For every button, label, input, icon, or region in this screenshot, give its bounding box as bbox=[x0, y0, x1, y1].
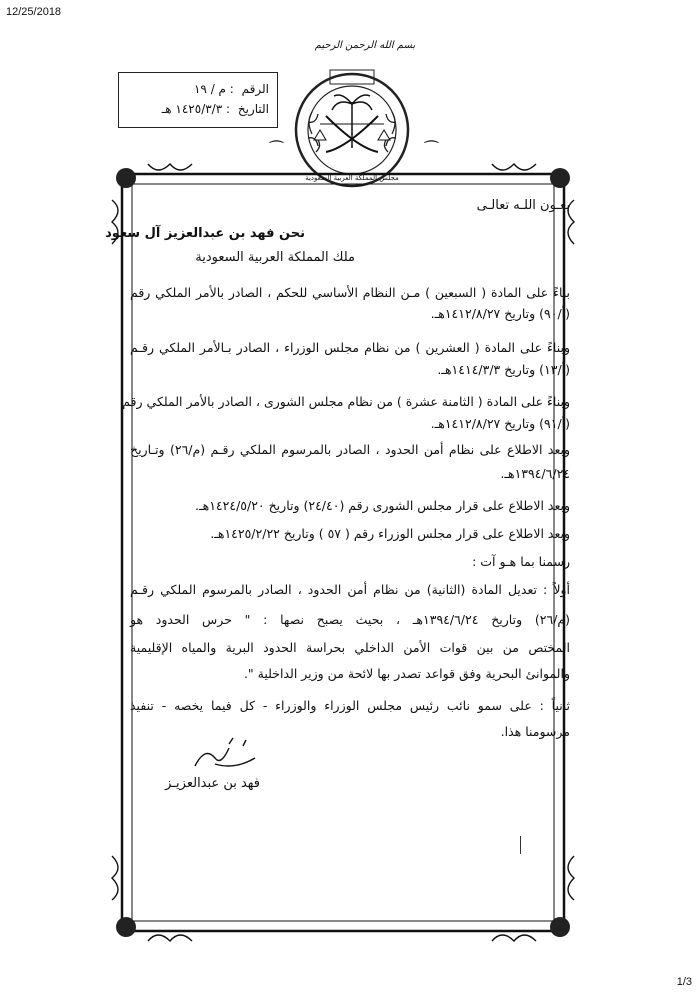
body-line-7: وبعد الاطلاع على نظام أمن الحدود ، الصادر بالمرسوم الملكي رقـم (م/٢٦) وتـاريخ bbox=[130, 442, 571, 457]
body-line-13: (م/٢٦) وتاريخ ١٣٩٤/٦/٢٤هـ ، بحيث يصبح نصها : " حرس الحدود هو bbox=[130, 612, 570, 627]
top-right-ornament-icon: ⁀ bbox=[425, 140, 438, 159]
body-line-2: (أ/٩٠) وتاريخ ١٤١٢/٨/٢٧هـ. bbox=[430, 306, 570, 321]
body-line-12: أولاً : تعديل المادة (الثانية) من نظام أمن الحدود ، الصادر بالمرسوم الملكي رقـم bbox=[130, 582, 570, 597]
body-line-1: بناءً على المادة ( السبعين ) مـن النظام الأساسي للحكم ، الصادر بالأمر الملكي رقم bbox=[130, 285, 570, 300]
body-line-3: وبناءً على المادة ( العشرين ) من نظام مجلس الوزراء ، الصادر بـالأمر الملكي رقـم bbox=[130, 340, 570, 355]
body-line-5: وبناءً على المادة ( الثامنة عشرة ) من نظام مجلس الشورى ، الصادر بالأمر الملكي رقم bbox=[122, 394, 570, 409]
king-title: ملك المملكة العربية السعودية bbox=[195, 250, 355, 265]
body-line-9: وبعد الاطلاع على قرار مجلس الشورى رقم (٢٤/٤٠) وتاريخ ١٤٢٤/٥/٢٠هـ. bbox=[194, 498, 570, 513]
invocation: بعـون اللـه تعالـى bbox=[476, 198, 570, 213]
margin-mark bbox=[520, 836, 521, 854]
reference-number-row: الرقم : م / ١٩ bbox=[193, 82, 269, 96]
body-line-8: ١٣٩٤/٦/٢٤هـ. bbox=[500, 466, 570, 481]
signatory-name: فهد بن عبدالعزيـز bbox=[165, 776, 260, 791]
body-line-14: المختص من بين قوات الأمن الداخلي بحراسة الحدود البرية والمياه الإقليمية bbox=[130, 640, 570, 655]
reference-box bbox=[118, 72, 278, 128]
top-left-ornament-icon: ⁀ bbox=[270, 140, 283, 159]
body-line-11: رسمنا بما هـو آت : bbox=[472, 554, 570, 569]
body-line-6: (أ/٩١) وتاريخ ١٤١٢/٨/٢٧هـ. bbox=[430, 416, 570, 431]
body-line-16: ثانياً : على سمو نائب رئيس مجلس الوزراء والوزراء - كل فيما يخصه - تنفيذ bbox=[130, 698, 570, 713]
sender-line: نحن فهد بن عبدالعزيز آل سعود bbox=[105, 226, 305, 241]
emblem-ring-text: مجلس المملكة العربية السعودية bbox=[305, 174, 399, 182]
basmala-calligraphy: بسم الله الرحمن الرحيم bbox=[314, 40, 416, 51]
body-line-15: والموانئ البحرية وفق قواعد تصدر بها لائحة من وزير الداخلية ". bbox=[243, 666, 570, 681]
reference-number-value: م / ١٩ bbox=[193, 82, 226, 96]
body-line-10: وبعد الاطلاع على قرار مجلس الوزراء رقم ( ٥٧ ) وتاريخ ١٤٢٥/٢/٢٢هـ. bbox=[210, 526, 570, 541]
reference-date-row: التاريخ : ١٤٢٥/٣/٣ هـ bbox=[161, 102, 269, 116]
reference-date-label: التاريخ bbox=[237, 102, 269, 116]
page-number: 1/3 bbox=[676, 976, 692, 988]
print-date: 12/25/2018 bbox=[6, 6, 62, 18]
body-line-17: مرسومنا هذا. bbox=[500, 724, 570, 739]
ornamental-border bbox=[108, 160, 578, 945]
reference-number-label: الرقم bbox=[241, 82, 269, 96]
body-line-4: (أ/١٣) وتاريخ ١٤١٤/٣/٣هـ. bbox=[437, 362, 570, 377]
reference-date-value: ١٤٢٥/٣/٣ هـ bbox=[161, 102, 223, 116]
